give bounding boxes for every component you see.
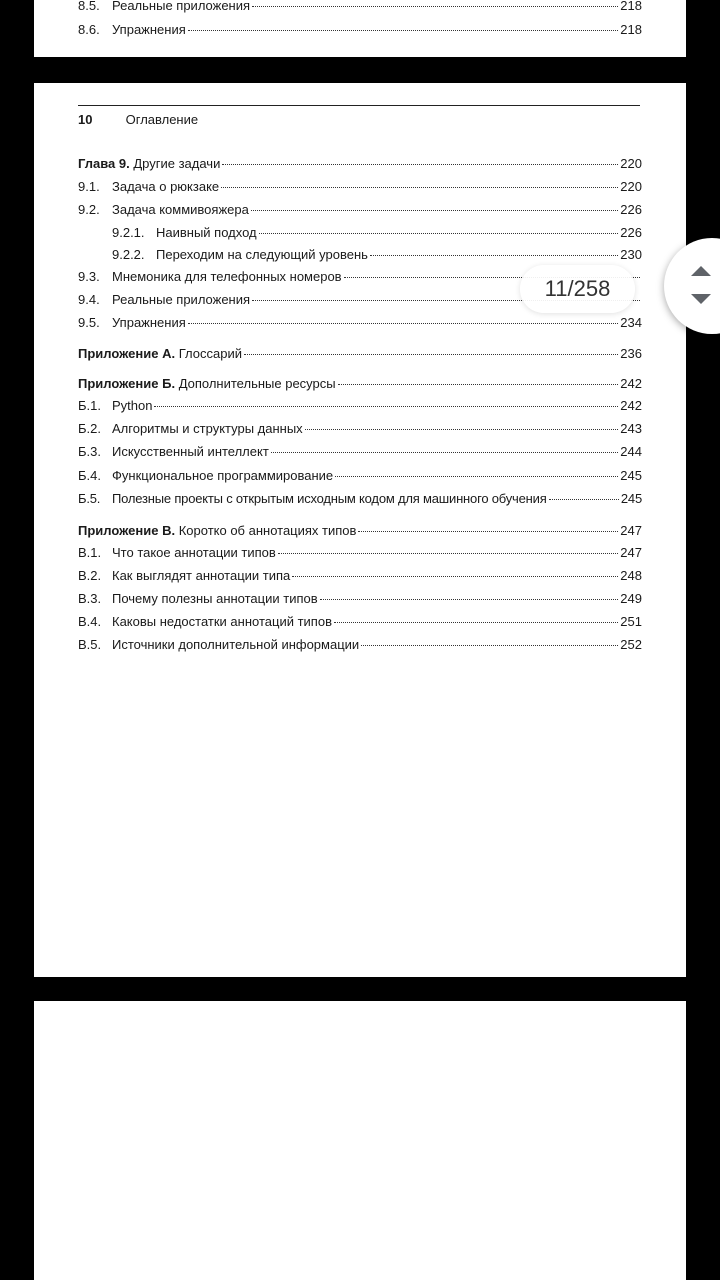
toc-label: Python [112,398,153,413]
toc-label: Реальные приложения [112,292,251,307]
toc-number: В.2. [78,568,102,583]
toc-label: Почему полезны аннотации типов [112,591,318,606]
toc-number: В.3. [78,591,102,606]
toc-subsection-row[interactable] [112,247,642,263]
toc-row[interactable] [78,444,642,460]
toc-label: Мнемоника для телефонных номеров [112,269,342,284]
toc-label: Упражнения [112,315,186,330]
toc-leader [549,499,619,500]
toc-leader [188,323,619,324]
toc-row[interactable] [78,315,642,331]
toc-page-number: 248 [620,568,642,583]
toc-page-number: 245 [620,491,642,506]
previous-page [34,0,686,57]
toc-row[interactable] [78,468,642,484]
toc-number: Б.2. [78,421,101,436]
toc-leader [320,599,619,600]
toc-leader [305,429,619,430]
toc-leader [259,233,619,234]
toc-number: 9.1. [78,179,100,194]
triangle-up-icon [691,266,711,276]
toc-row[interactable] [78,491,642,507]
toc-leader [361,645,618,646]
toc-label [78,346,242,362]
toc-number: 9.2.2. [112,247,145,262]
toc-row[interactable] [78,591,642,607]
toc-page-number: 242 [620,376,642,391]
toc-label: Наивный подход [156,225,257,240]
current-page [34,83,686,977]
toc-label: Каковы недостатки аннотаций типов [112,614,332,629]
toc-page-number: 234 [620,315,642,330]
toc-page-number: 220 [620,179,642,194]
header-page-number: 10 [78,112,93,127]
toc-page-number: 247 [620,523,642,538]
toc-leader [370,255,618,256]
toc-number: В.1. [78,545,102,560]
toc-leader [334,622,618,623]
toc-number: 9.2. [78,202,100,217]
toc-leader [338,384,619,385]
toc-leader [252,6,618,7]
toc-leader [292,576,618,577]
toc-page-number: 249 [620,591,642,606]
toc-label: Упражнения [112,22,186,37]
toc-number: 9.2.1. [112,225,145,240]
toc-page-number: 252 [620,637,642,652]
toc-label: Переходим на следующий уровень [156,247,368,262]
toc-number: 9.5. [78,315,100,330]
toc-label [78,156,220,172]
toc-page-number: 226 [620,202,642,217]
toc-appendix-row[interactable] [78,376,642,392]
toc-row[interactable] [78,568,642,584]
next-page [34,1001,686,1280]
toc-label [78,376,336,392]
toc-label: Полезные проекты с открытым исходным кодом для машинного обучения [112,491,547,506]
toc-number: Б.1. [78,398,101,413]
toc-appendix-number: Приложение В. [78,523,176,538]
toc-label: Задача коммивояжера [112,202,249,217]
toc-label: Источники дополнительной информации [112,637,360,652]
toc-page-number: 226 [620,225,642,240]
toc-leader [278,553,618,554]
toc-page-number: 242 [620,398,642,413]
toc-page-number: 236 [620,346,642,361]
toc-appendix-title: Коротко об аннотациях типов [178,523,357,538]
toc-subsection-row[interactable] [112,225,642,241]
toc-row[interactable] [78,22,642,38]
toc-appendix-title: Глоссарий [178,346,242,361]
toc-leader [154,406,618,407]
toc-page-number: 230 [620,247,642,262]
toc-number: Б.3. [78,444,101,459]
toc-row[interactable] [78,0,642,14]
toc-number: 9.4. [78,292,100,307]
toc-page-number: 251 [620,614,642,629]
toc-appendix-number: Приложение Б. [78,376,176,391]
toc-leader [271,452,619,453]
toc-row[interactable] [78,421,642,437]
toc-label: Задача о рюкзаке [112,179,220,194]
toc-appendix-number: Приложение А. [78,346,176,361]
toc-label: Искусственный интеллект [112,444,269,459]
toc-appendix-row[interactable] [78,346,642,362]
toc-label: Как выглядят аннотации типа [112,568,291,583]
toc-label: Функциональное программирование [112,468,334,483]
toc-label: Реальные приложения [112,0,251,13]
toc-number: Б.5. [78,491,101,506]
toc-row[interactable] [78,545,642,561]
header-rule [78,105,640,106]
toc-number: 8.6. [78,22,100,37]
toc-chapter-row[interactable] [78,156,642,172]
toc-number: В.4. [78,614,102,629]
toc-page-number: 245 [620,468,642,483]
toc-label [78,523,356,539]
toc-number: Б.4. [78,468,101,483]
toc-leader [335,476,618,477]
toc-page-number: 243 [620,421,642,436]
toc-page-number: 247 [620,545,642,560]
header-title: Оглавление [125,112,199,127]
toc-label: Что такое аннотации типов [112,545,276,560]
toc-leader [244,354,618,355]
toc-leader [358,531,618,532]
toc-page-number: 244 [620,444,642,459]
toc-row[interactable] [78,179,642,195]
toc-page-number: 218 [620,0,642,13]
scroll-arrows-icon [688,264,714,308]
toc-row[interactable] [78,614,642,630]
toc-number: В.5. [78,637,102,652]
toc-leader [251,210,618,211]
toc-number: 8.5. [78,0,100,13]
triangle-down-icon [691,294,711,304]
toc-row[interactable] [78,398,642,414]
running-header [78,112,198,128]
toc-label: Алгоритмы и структуры данных [112,421,303,436]
toc-page-number: 220 [620,156,642,171]
toc-leader [188,30,619,31]
toc-row[interactable] [78,202,642,218]
toc-leader [221,187,618,188]
toc-leader [222,164,618,165]
page-indicator: 11/258 [520,265,635,313]
toc-appendix-title: Дополнительные ресурсы [178,376,336,391]
toc-chapter-number: Глава 9. [78,156,130,171]
toc-page-number: 218 [620,22,642,37]
toc-chapter-title: Другие задачи [133,156,221,171]
toc-row[interactable] [78,637,642,653]
toc-appendix-row[interactable] [78,523,642,539]
toc-number: 9.3. [78,269,100,284]
